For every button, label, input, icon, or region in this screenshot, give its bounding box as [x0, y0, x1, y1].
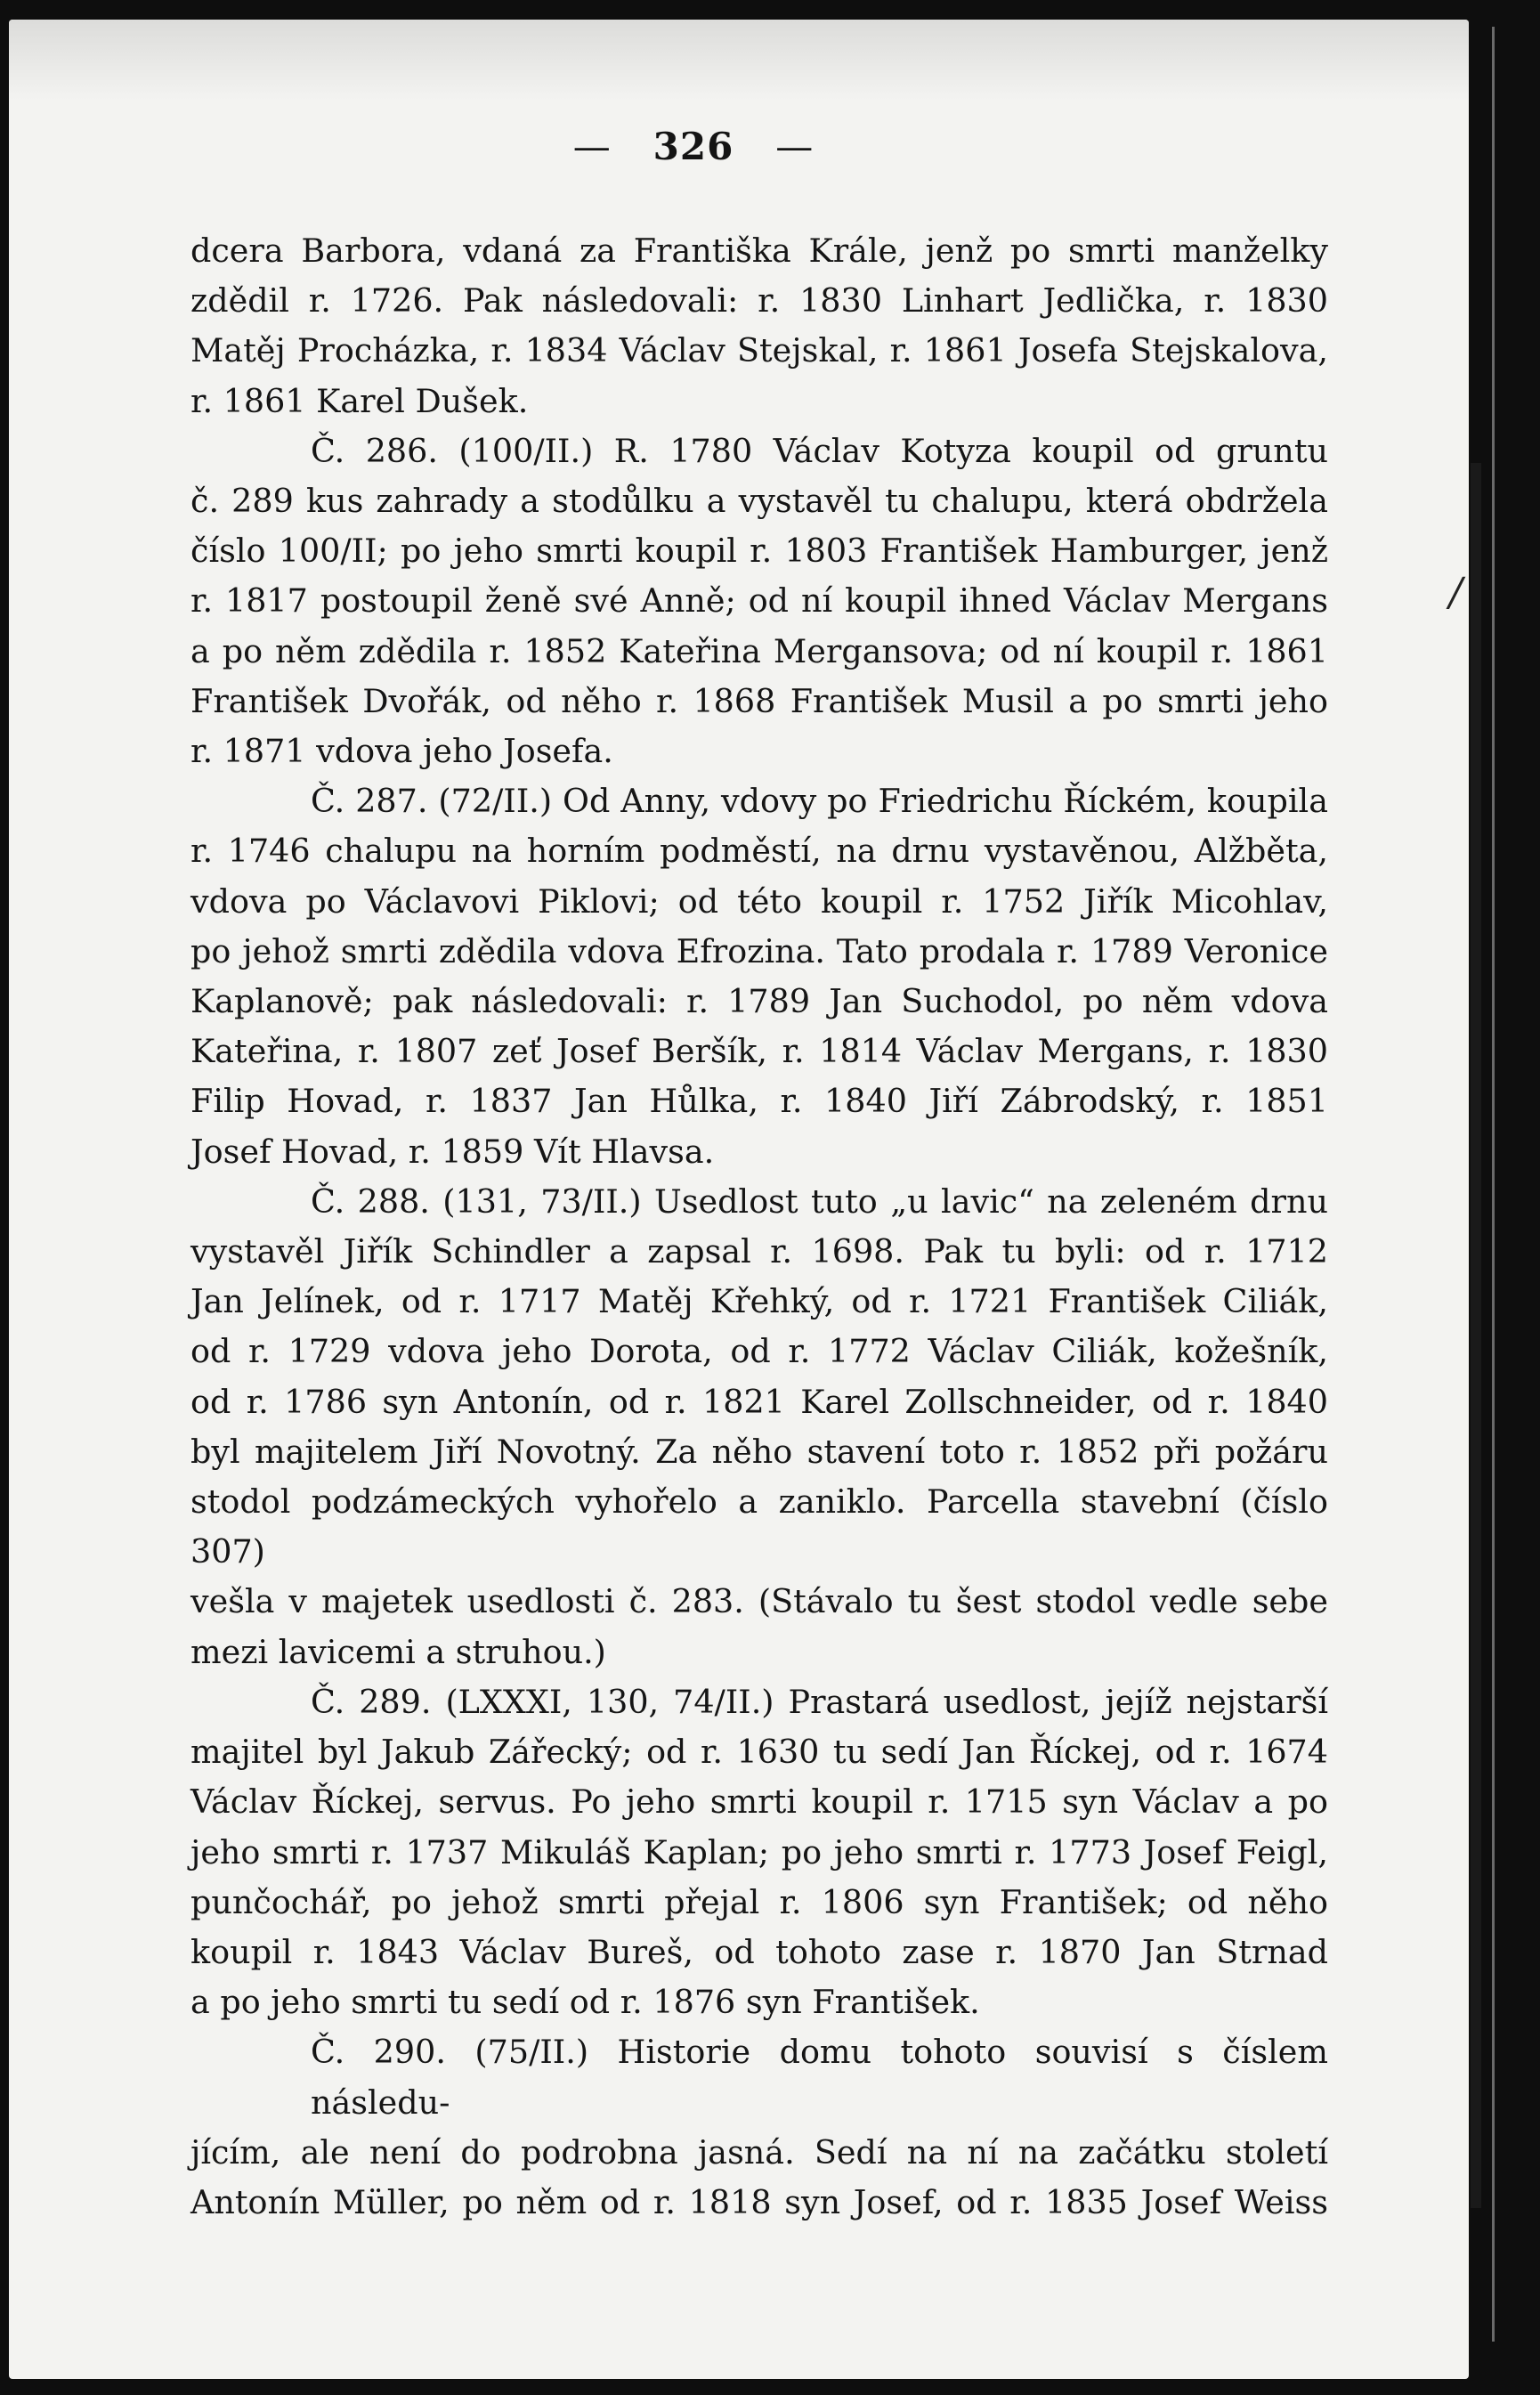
text-line: František Dvořák, od něho r. 1868 František Musil a po smrti jeho: [190, 681, 1328, 720]
text-line: zdědil r. 1726. Pak následovali: r. 1830 Linhart Jedlička, r. 1830: [190, 281, 1328, 321]
text-line: vystavěl Jiřík Schindler a zapsal r. 1698. Pak tu byli: od r. 1712: [190, 1232, 1328, 1271]
paragraph: [190, 776, 1328, 1177]
text-line: po jehož smrti zdědila vdova Efrozina. Tato prodala r. 1789 Veronice: [190, 931, 1328, 970]
paragraph: [190, 226, 1328, 426]
text-line: Č. 289. (LXXXI, 130, 74/II.) Prastará usedlost, jejíž nejstarší: [311, 1682, 1328, 1721]
text-line: r. 1817 postoupil ženě své Anně; od ní koupil ihned Václav Mergans: [190, 581, 1328, 621]
text-line: Kaplanově; pak následovali: r. 1789 Jan Suchodol, po něm vdova: [190, 982, 1328, 1021]
text-line: majitel byl Jakub Zářecký; od r. 1630 tu sedí Jan Říckej, od r. 1674: [190, 1733, 1328, 1772]
text-line: Filip Hovad, r. 1837 Jan Hůlka, r. 1840 Jiří Zábrodský, r. 1851: [190, 1082, 1328, 1121]
text-line: koupil r. 1843 Václav Bureš, od tohoto zase r. 1870 Jan Strnad: [190, 1932, 1328, 1971]
text-line: dcera Barbora, vdaná za Františka Krále, jenž po smrti manželky: [190, 231, 1328, 270]
text-line: Kateřina, r. 1807 zeť Josef Beršík, r. 1814 Václav Mergans, r. 1830: [190, 1032, 1328, 1071]
header-dash-left: —: [572, 125, 612, 168]
text-line: Č. 286. (100/II.) R. 1780 Václav Kotyza koupil od gruntu: [311, 431, 1328, 470]
text-line: Matěj Procházka, r. 1834 Václav Stejskal, r. 1861 Josefa Stejskalova,: [190, 331, 1328, 370]
text-line: vdova po Václavovi Piklovi; od této koupil r. 1752 Jiřík Micohlav,: [190, 881, 1328, 921]
body-text: [190, 226, 1328, 2228]
text-line: r. 1871 vdova jeho Josefa.: [190, 732, 613, 771]
text-line: jícím, ale není do podrobna jasná. Sedí na ní na začátku století: [190, 2132, 1328, 2172]
text-line: byl majitelem Jiří Novotný. Za něho stavení toto r. 1852 při požáru: [190, 1432, 1328, 1471]
margin-mark: /: [1449, 570, 1463, 615]
paragraph: [190, 1677, 1328, 2027]
text-line: vešla v majetek usedlosti č. 283. (Stávalo tu šest stodol vedle sebe: [190, 1582, 1328, 1621]
text-line: od r. 1786 syn Antonín, od r. 1821 Karel Zollschneider, od r. 1840: [190, 1382, 1328, 1421]
text-line: Č. 290. (75/II.) Historie domu tohoto souvisí s číslem následu-: [311, 2033, 1328, 2122]
text-line: Josef Hovad, r. 1859 Vít Hlavsa.: [190, 1132, 715, 1171]
text-line: a po jeho smrti tu sedí od r. 1876 syn František.: [190, 1983, 980, 2022]
text-line: a po něm zdědila r. 1852 Kateřina Mergansova; od ní koupil r. 1861: [190, 631, 1328, 670]
text-line: jeho smrti r. 1737 Mikuláš Kaplan; po jeho smrti r. 1773 Josef Feigl,: [190, 1832, 1328, 1871]
text-line: punčochář, po jehož smrti přejal r. 1806 syn František; od něho: [190, 1882, 1328, 1921]
text-line: mezi lavicemi a struhou.): [190, 1632, 606, 1671]
paragraph: [190, 1177, 1328, 1677]
binding-shadow: [1471, 463, 1481, 2208]
text-line: Č. 287. (72/II.) Od Anny, vdovy po Friedrichu Říckém, koupila: [311, 782, 1328, 821]
paragraph: [190, 426, 1328, 776]
text-line: r. 1746 chalupu na horním podměstí, na drnu vystavěnou, Alžběta,: [190, 832, 1328, 871]
text-line: Václav Říckej, servus. Po jeho smrti koupil r. 1715 syn Václav a po: [190, 1782, 1328, 1822]
text-line: r. 1861 Karel Dušek.: [190, 381, 529, 420]
text-line: od r. 1729 vdova jeho Dorota, od r. 1772 Václav Ciliák, kožešník,: [190, 1332, 1328, 1371]
text-line: č. 289 kus zahrady a stodůlku a vystavěl tu chalupu, která obdržela: [190, 482, 1328, 521]
paragraph: [190, 2027, 1328, 2228]
text-line: Č. 288. (131, 73/II.) Usedlost tuto „u lavic“ na zeleném drnu: [311, 1181, 1328, 1221]
text-line: stodol podzámeckých vyhořelo a zaniklo. Parcella stavební (číslo 307): [190, 1482, 1328, 1571]
binding-edge: [1492, 27, 1495, 2342]
header-dash-right: —: [775, 125, 815, 168]
text-line: Antonín Müller, po něm od r. 1818 syn Josef, od r. 1835 Josef Weiss: [190, 2182, 1328, 2221]
text-line: číslo 100/II; po jeho smrti koupil r. 1803 František Hamburger, jenž: [190, 532, 1328, 571]
text-line: Jan Jelínek, od r. 1717 Matěj Křehký, od r. 1721 František Ciliák,: [190, 1282, 1328, 1321]
page-header: [0, 125, 1387, 168]
page-number: 326: [652, 125, 734, 168]
